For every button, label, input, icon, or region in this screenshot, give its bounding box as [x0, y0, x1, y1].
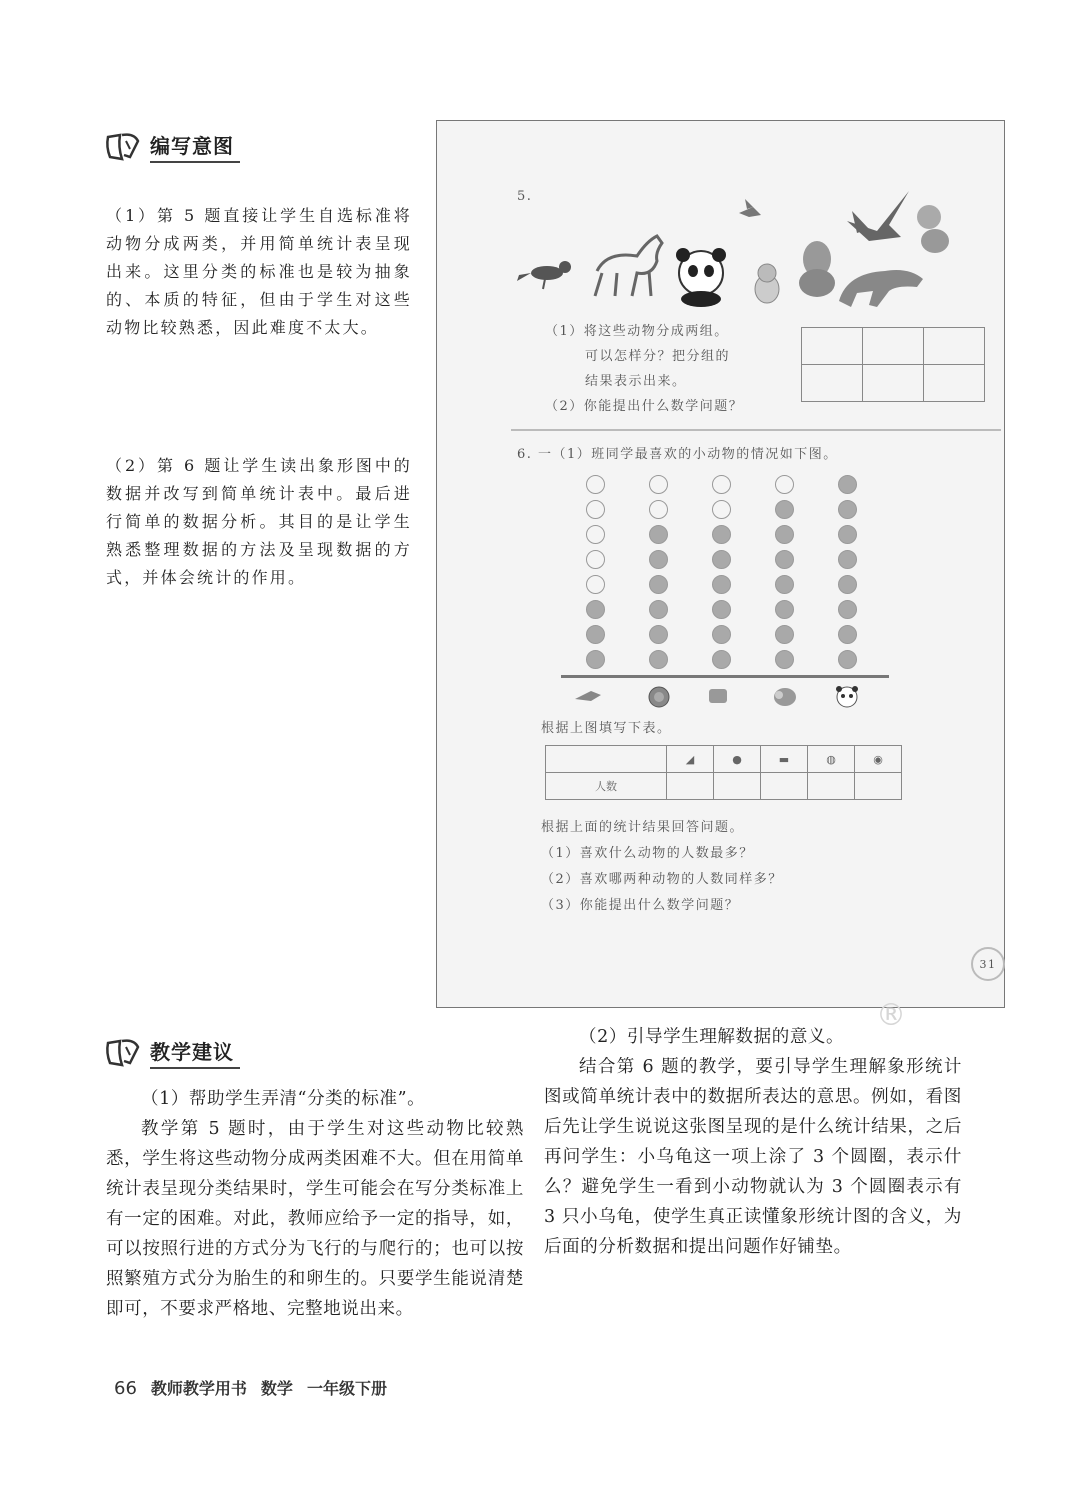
- section-heading-intent: [104, 130, 240, 163]
- q5-part2: （2）你能提出什么数学问题？: [545, 399, 744, 414]
- dog-icon: [917, 205, 949, 253]
- elephant-icon: [774, 688, 796, 706]
- q5-part1-line3: 结果表示出来。: [585, 374, 687, 389]
- pictograph-baseline: [561, 675, 889, 678]
- monkey-icon: [799, 241, 835, 297]
- page-footer: [114, 1376, 387, 1399]
- turtle-icon: [649, 687, 669, 707]
- pictograph-animal-row: [571, 681, 911, 711]
- section-heading-suggestion: [104, 1036, 240, 1069]
- bird-icon: [575, 691, 601, 701]
- intent-paragraph-1: [106, 202, 412, 342]
- suggestion-1-title: （1）帮助学生弄清“分类的标准”。: [141, 1089, 426, 1109]
- bird-header-icon: ◢: [667, 746, 714, 773]
- answer-question-1: （1）喜欢什么动物的人数最多？: [541, 846, 754, 861]
- pictograph-columns: [581, 471, 861, 675]
- table-row: [802, 365, 985, 402]
- eagle-icon: [847, 191, 909, 241]
- table-row: [802, 328, 985, 365]
- filled-circle: [775, 650, 794, 669]
- empty-circle: [712, 475, 731, 494]
- footer-grade: 一年级下册: [306, 1379, 387, 1398]
- q5-grouping-table: [801, 327, 985, 402]
- filled-circle: [775, 600, 794, 619]
- section-title: 编写意图: [150, 130, 240, 163]
- filled-circle: [775, 500, 794, 519]
- filled-circle: [649, 575, 668, 594]
- filled-circle: [838, 625, 857, 644]
- q5-part1: [545, 319, 743, 419]
- horse-icon: [595, 236, 662, 296]
- empty-circle: [586, 525, 605, 544]
- suggestion-2-title: （2）引导学生理解数据的意义。: [579, 1027, 845, 1047]
- filled-circle: [712, 525, 731, 544]
- panda-small-icon: [836, 686, 858, 707]
- question-divider: [511, 429, 1001, 431]
- filled-circle: [712, 600, 731, 619]
- count-table: [545, 745, 902, 800]
- suggestion-2-body: 结合第 6 题的教学，要引导学生理解象形统计图或简单统计表中的数据所表达的意思。例如，看图后先让学生说说这张图呈现的是什么统计结果，之后再问学生：小乌龟这一项上涂了 3 个圆圈，表示什么？避免学生一看到小动物就认为 3 个圆圈表示有 3 只小乌龟，使学生真正读懂象形统计图的含义，为后面的分析数据和提出问题作好铺垫。: [544, 1057, 962, 1257]
- section-title: 教学建议: [150, 1036, 240, 1069]
- filled-circle: [649, 600, 668, 619]
- suggestion-part-1: [106, 1084, 524, 1324]
- filled-circle: [649, 650, 668, 669]
- filled-circle: [712, 550, 731, 569]
- elephant-header-icon: ◍: [808, 746, 855, 773]
- empty-circle: [586, 575, 605, 594]
- filled-circle: [712, 625, 731, 644]
- pencil-book-icon: [104, 1037, 142, 1069]
- suggestion-1-body: 教学第 5 题时，由于学生对这些动物比较熟悉，学生将这些动物分成两类困难不大。但在用简单统计表呈现分类结果时，学生可能会在写分类标准上有一定的困难。对此，教师应给予一定的指导，如，可以按照行进的方式分为飞行的与爬行的；也可以按照繁殖方式分为胎生的和卵生的。只要学生能说清楚即可，不要求严格地、完整地说出来。: [106, 1119, 524, 1319]
- intent-paragraph-2: [106, 452, 412, 592]
- footer-subject: 数学: [260, 1379, 293, 1398]
- row-label: 人数: [546, 773, 667, 800]
- q5-number: 5.: [517, 189, 533, 204]
- empty-circle: [649, 475, 668, 494]
- watermark-registered-mark: ®: [876, 998, 906, 1033]
- table-row: [546, 773, 902, 800]
- animal-illustrations: [517, 181, 957, 311]
- filled-circle: [649, 525, 668, 544]
- filled-circle: [712, 575, 731, 594]
- q6-title: 6. 一（1）班同学最喜欢的小动物的情况如下图。: [517, 447, 838, 462]
- filled-circle: [775, 575, 794, 594]
- q5-part1-line1: （1）将这些动物分成两组。: [545, 324, 729, 339]
- pictograph: [571, 471, 911, 701]
- magpie-icon: [517, 261, 571, 289]
- tiger-cub-icon: [755, 264, 779, 303]
- empty-circle: [712, 500, 731, 519]
- pictograph-column-turtle: [644, 471, 672, 675]
- filled-circle: [838, 475, 857, 494]
- filled-circle: [775, 550, 794, 569]
- small-bird-icon: [739, 199, 761, 217]
- pencil-book-icon: [104, 131, 142, 163]
- pictograph-column-bird: [581, 471, 609, 675]
- filled-circle: [838, 525, 857, 544]
- filled-circle: [838, 650, 857, 669]
- filled-circle: [838, 600, 857, 619]
- empty-circle: [649, 500, 668, 519]
- pictograph-column-tiger: [707, 471, 735, 675]
- footer-book-title: 教师教学用书: [150, 1379, 247, 1398]
- empty-circle: [586, 550, 605, 569]
- answer-question-3: （3）你能提出什么数学问题？: [541, 898, 740, 913]
- filled-circle: [775, 625, 794, 644]
- intent-text-2: （2）第 6 题让学生读出象形图中的数据并改写到简单统计表中。最后进行简单的数据分析。其目的是让学生熟悉整理数据的方法及呈现数据的方式，并体会统计的作用。: [106, 456, 412, 587]
- intent-text-1: （1）第 5 题直接让学生自选标准将动物分成两类，并用简单统计表呈现出来。这里分类的标准也是较为抽象的、本质的特征，但由于学生对这些动物比较熟悉，因此难度不太大。: [106, 206, 412, 337]
- tiger-icon: [709, 689, 727, 703]
- leopard-icon: [839, 270, 923, 307]
- filled-circle: [586, 600, 605, 619]
- textbook-page-number: 31: [971, 947, 1005, 981]
- filled-circle: [775, 525, 794, 544]
- empty-circle: [586, 475, 605, 494]
- answer-questions: [541, 815, 783, 919]
- turtle-header-icon: ●: [714, 746, 761, 773]
- table-row: [546, 746, 902, 773]
- filled-circle: [838, 550, 857, 569]
- tiger-header-icon: ▬: [761, 746, 808, 773]
- empty-circle: [775, 475, 794, 494]
- filled-circle: [838, 500, 857, 519]
- filled-circle: [838, 575, 857, 594]
- filled-circle: [586, 625, 605, 644]
- suggestion-part-2: [544, 1022, 962, 1262]
- filled-circle: [649, 625, 668, 644]
- filled-circle: [649, 550, 668, 569]
- panda-header-icon: ◉: [855, 746, 902, 773]
- panda-icon: [676, 248, 726, 307]
- filled-circle: [586, 650, 605, 669]
- footer-page-number: 66: [114, 1378, 137, 1399]
- pictograph-column-panda: [833, 471, 861, 675]
- textbook-page: [436, 120, 1005, 1008]
- answer-intro: 根据上面的统计结果回答问题。: [541, 820, 745, 835]
- fill-table-instruction: 根据上图填写下表。: [541, 721, 672, 736]
- answer-question-2: （2）喜欢哪两种动物的人数同样多？: [541, 872, 783, 887]
- empty-circle: [586, 500, 605, 519]
- pictograph-column-elephant: [770, 471, 798, 675]
- q5-part1-line2: 可以怎样分？把分组的: [585, 349, 731, 364]
- filled-circle: [712, 650, 731, 669]
